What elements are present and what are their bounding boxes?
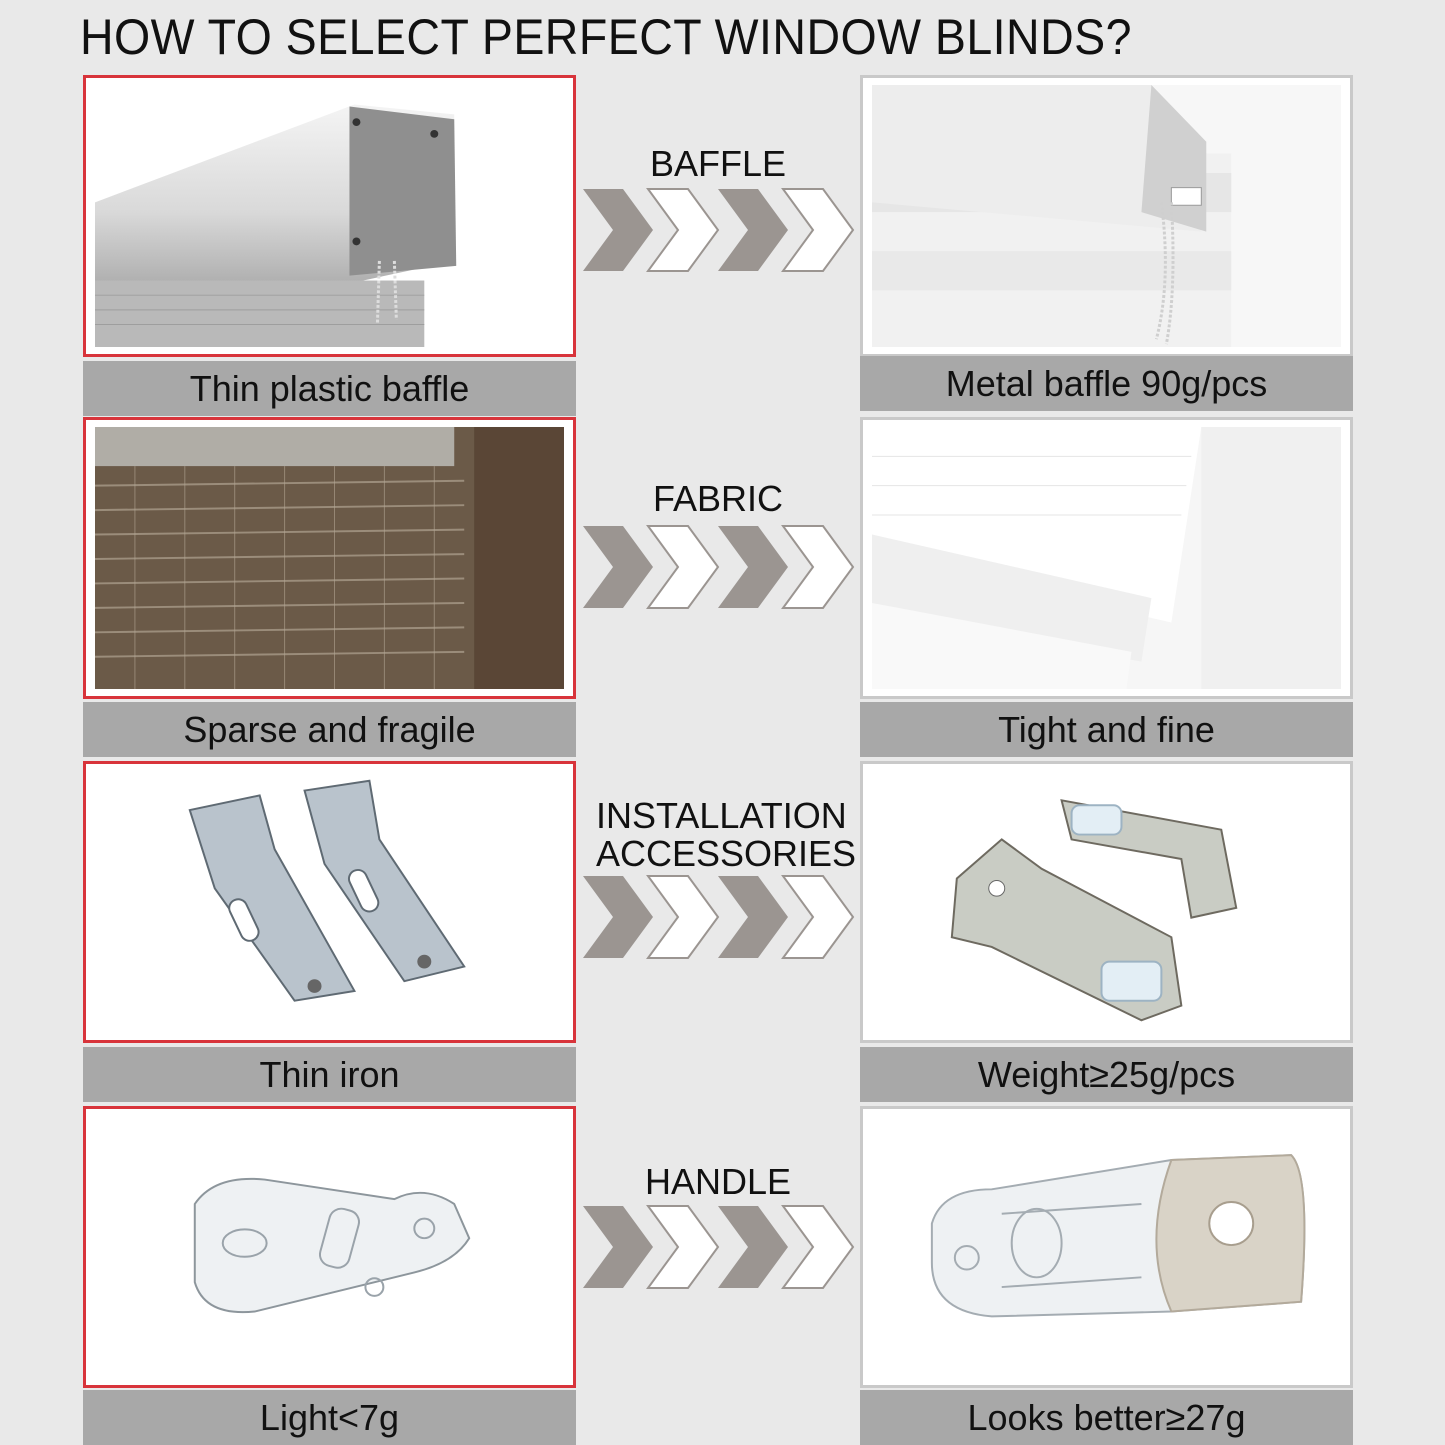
light-handle-image	[83, 1106, 576, 1388]
light-caption: Light<7g	[83, 1390, 576, 1445]
fine-fabric-caption: Tight and fine	[860, 702, 1353, 757]
looks-better-caption: Looks better≥27g	[860, 1390, 1353, 1445]
heavy-bracket-image	[860, 761, 1353, 1043]
weight-caption: Weight≥25g/pcs	[860, 1047, 1353, 1102]
thin-iron-caption: Thin iron	[83, 1047, 576, 1102]
installation-accessories-label: INSTALLATION ACCESSORIES	[596, 795, 857, 874]
plastic-baffle-caption: Thin plastic baffle	[83, 361, 576, 416]
chevron-arrows-icon	[578, 522, 858, 612]
iron-bracket-image	[83, 761, 576, 1043]
page-title: HOW TO SELECT PERFECT WINDOW BLINDS?	[80, 9, 1132, 65]
chevron-arrows-icon	[578, 185, 858, 275]
chevron-arrows-icon	[578, 872, 858, 962]
fabric-label: FABRIC	[652, 478, 784, 519]
metal-baffle-image	[860, 75, 1353, 357]
chevron-arrows-icon	[578, 1202, 858, 1292]
sparse-fabric-caption: Sparse and fragile	[83, 702, 576, 757]
better-handle-image	[860, 1106, 1353, 1388]
sparse-fabric-image	[83, 417, 576, 699]
metal-baffle-caption: Metal baffle 90g/pcs	[860, 356, 1353, 411]
handle-label: HANDLE	[644, 1161, 792, 1202]
baffle-label: BAFFLE	[649, 143, 787, 184]
fine-fabric-image	[860, 417, 1353, 699]
plastic-baffle-image	[83, 75, 576, 357]
